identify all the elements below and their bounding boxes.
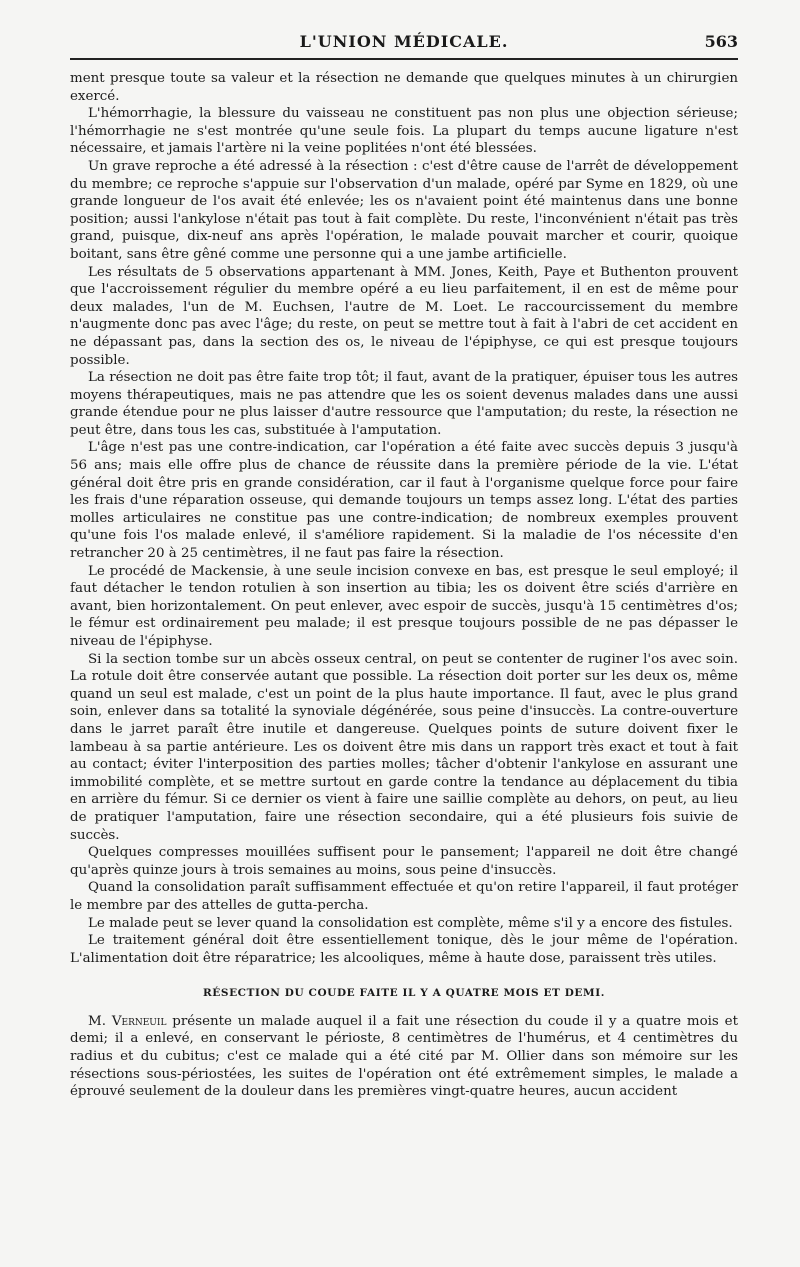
paragraph: Quand la consolidation paraît suffisamment effectuée et qu'on retire l'appareil, il faut protéger le membre par des attelles de gutta-percha. bbox=[70, 880, 738, 913]
running-title: L'UNION MÉDICALE. bbox=[299, 32, 509, 51]
page-number: 563 bbox=[704, 32, 738, 51]
paragraph: Si la section tombe sur un abcès osseux central, on peut se contenter de ruginer l'os avec soin. La rotule doit être conservée autant que possible. La résection doit porter sur les deux os, même quand un seul est malade, c'est un point de la plus haute importance. Il faut, avec le plus grand soin, enlever dans sa totalité la synoviale dégénérée, sous peine d'insuccès. La contre-ouverture dans le jarret paraît être inutile et dangereuse. Quelques points de suture doivent fixer le lambeau à sa partie antérieure. Les os doivent être mis dans un rapport très exact et tout à fait au contact; éviter l'interposition des parties molles; tâcher d'obtenir l'ankylose en assurant une immobilité complète, et se mettre surtout en garde contre la tendance au déplacement du tibia en arrière du fémur. Si ce dernier os vient à faire une saillie complète au dehors, on peut, au lieu de pratiquer l'amputation, faire une résection secondaire, qui a été plusieurs fois suivie de succès. bbox=[70, 651, 738, 843]
page-header bbox=[70, 30, 738, 60]
paragraph: ment presque toute sa valeur et la résection ne demande que quelques minutes à un chirurgien exercé. bbox=[70, 71, 738, 104]
section-title: RÉSECTION DU COUDE FAITE IL Y A QUATRE MOIS ET DEMI. bbox=[202, 987, 606, 1000]
paragraph: Un grave reproche a été adressé à la résection : c'est d'être cause de l'arrêt de développement du membre; ce reproche s'appuie sur l'observation d'un malade, opéré par Syme en 1829, où une grande longueur de l'os avait été enlevée; les os n'avaient point été maintenus dans une bonne position; aussi l'ankylose n'était pas tout à fait complète. Du reste, l'inconvénient n'était pas très grand, puisque, dix-neuf ans après l'opération, le malade pouvait marcher et courir, quoique boitant, sans être gêné comme une personne qui a une jambe artificielle. bbox=[70, 158, 738, 262]
paragraph: Le procédé de Mackensie, à une seule incision convexe en bas, est presque le seul employé; il faut détacher le tendon rotulien à son insertion au tibia; les os doivent être sciés d'arrière en avant, bien horizontalement. On peut enlever, avec espoir de succès, jusqu'à 15 centimètres d'os; le fémur est ordinairement peu malade; il est presque toujours possible de ne pas dépasser le niveau de l'épiphyse. bbox=[70, 563, 738, 649]
paragraph: Quelques compresses mouillées suffisent pour le pansement; l'appareil ne doit être changé qu'après quinze jours à trois semaines au moins, sous peine d'insuccès. bbox=[70, 845, 738, 878]
paragraph: Le malade peut se lever quand la consolidation est complète, même s'il y a encore des fistules. bbox=[88, 915, 733, 931]
speaker-name: M. Verneuil bbox=[88, 1013, 167, 1029]
section-text: présente un malade auquel il a fait une résection du coude il y a quatre mois et demi; il a enlevé, en conservant le périoste, 8 centimètres de l'humérus, et 4 centimètres du radius et du cubitus; c'est ce malade qui a été cité par M. Ollier dans son mémoire sur les résections sous-périostées, les suites de l'opération ont été extrêmement simples, le malade a éprouvé seulement de la douleur dans les premières vingt-quatre heures, aucun accident bbox=[70, 1013, 738, 1100]
paragraph: Les résultats de 5 observations appartenant à MM. Jones, Keith, Paye et Buthenton prouvent que l'accroissement régulier du membre opéré a eu lieu parfaitement, il en est de même pour deux malades, l'un de M. Euchsen, l'autre de M. Loet. Le raccourcissement du membre n'augmente donc pas avec l'âge; du reste, on peut se mettre tout à fait à l'abri de cet accident en ne dépassant pas, dans la section des os, le niveau de l'épiphyse, ce qui est presque toujours possible. bbox=[70, 264, 738, 368]
paragraph: L'hémorrhagie, la blessure du vaisseau ne constituent pas non plus une objection sérieuse; l'hémorrhagie ne s'est montrée qu'une seule fois. La plupart du temps aucune ligature n'est nécessaire, et jamais l'artère ni la veine poplitées n'ont été blessées. bbox=[70, 106, 738, 157]
paragraph: Le traitement général doit être essentiellement tonique, dès le jour même de l'opération. L'alimentation doit être réparatrice; les alcooliques, même à haute dose, paraissent très utiles. bbox=[70, 933, 738, 966]
body-text bbox=[70, 70, 738, 1101]
section-paragraph bbox=[70, 1013, 738, 1101]
paragraph: La résection ne doit pas être faite trop tôt; il faut, avant de la pratiquer, épuiser tous les autres moyens thérapeutiques, mais ne pas attendre que les os soient devenus malades dans une aussi grande étendue pour ne plus laisser d'autre ressource que l'amputation; du reste, la résection ne peut être, dans tous les cas, substituée à l'amputation. bbox=[70, 370, 738, 438]
paragraph: L'âge n'est pas une contre-indication, car l'opération a été faite avec succès depuis 3 jusqu'à 56 ans; mais elle offre plus de chance de réussite dans la première période de la vie. L'état général doit être pris en grande considération, car il faut à l'organisme quelque force pour faire les frais d'une réparation osseuse, qui demande toujours un temps assez long. L'état des parties molles articulaires ne constitue pas une contre-indication; de nombreux exemples prouvent qu'une fois l'os malade enlevé, il s'améliore rapidement. Si la maladie de l'os nécessite d'en retrancher 20 à 25 centimètres, il ne faut pas faire la résection. bbox=[70, 440, 738, 562]
